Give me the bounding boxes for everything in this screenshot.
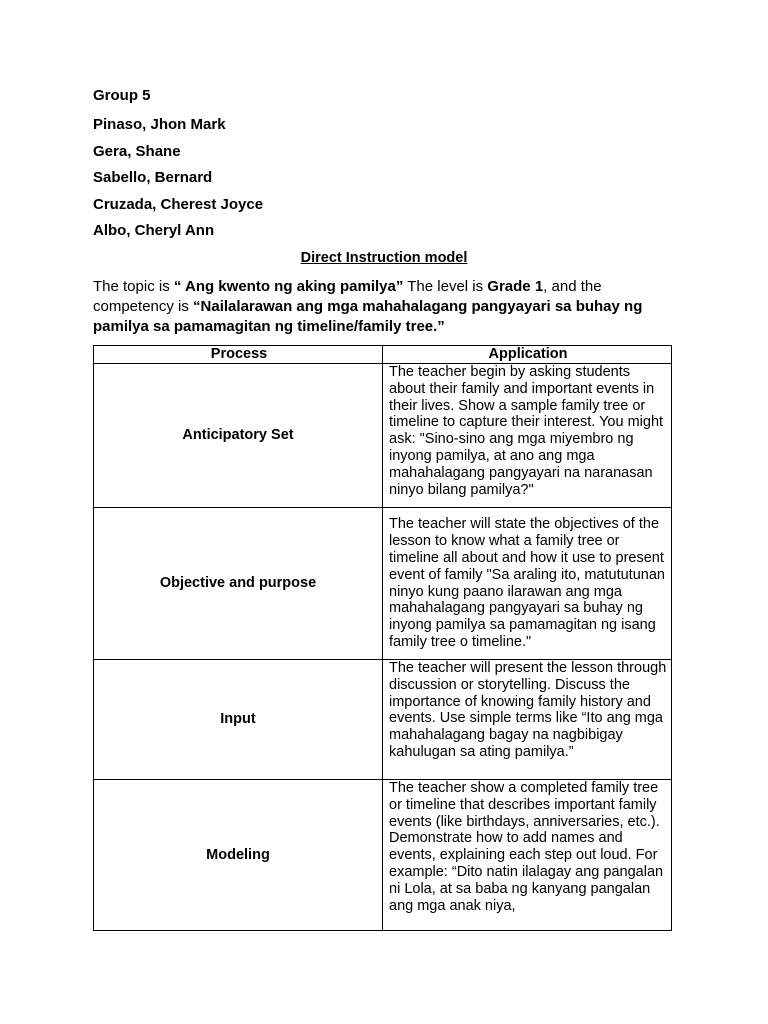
group-label: Group 5 xyxy=(93,87,151,104)
application-cell xyxy=(383,780,672,931)
table-row xyxy=(94,660,672,780)
member-name: Sabello, Bernard xyxy=(93,169,213,186)
intro-text: The level is xyxy=(403,278,488,295)
lesson-table xyxy=(93,345,672,931)
process-cell: Modeling xyxy=(94,780,383,931)
application-text: The teacher show a completed family tree or timeline that describes important family events (like birthdays, anniversaries, etc.). Demonstrate how to add names and events, explaining each step out loud. For example: “Dito natin ilalagay ang pangalan ni Lola, at sa baba ng kanyang pangalan ang mga anak niya, xyxy=(389,780,664,914)
intro-text: , and the competency is xyxy=(93,278,602,315)
application-cell: The teacher will present the lesson through discussion or storytelling. Discuss the importance of knowing family history and events. Use simple terms like “Ito ang mga mahahalagang bagay na nagbibigay kahulugan sa ating pamilya.” xyxy=(383,660,672,780)
column-header-process: Process xyxy=(94,346,383,364)
process-cell: Objective and purpose xyxy=(94,508,383,660)
application-cell: The teacher begin by asking students about their family and important events in their lives. Show a sample family tree or timeline to capture their interest. You might ask: "Sino-sino ang mga miyembro ng inyong pamilya, at ano ang mga mahahalagang pangyayari na naranasan ninyo bilang pamilya?" xyxy=(383,364,672,508)
intro-text: The topic is xyxy=(93,278,174,295)
column-header-application: Application xyxy=(383,346,672,364)
level-text: Grade 1 xyxy=(487,278,544,295)
competency-text: “Nailalarawan ang mga mahahalagang pangyayari sa buhay ng pamilya sa pamamagitan ng timeline/family tree.” xyxy=(93,298,643,335)
table-row xyxy=(94,508,672,660)
process-cell: Anticipatory Set xyxy=(94,364,383,508)
table-row xyxy=(94,364,672,508)
document-title: Direct Instruction model xyxy=(300,250,468,266)
member-name: Pinaso, Jhon Mark xyxy=(93,116,226,133)
process-cell: Input xyxy=(94,660,383,780)
application-cell: The teacher will state the objectives of the lesson to know what a family tree or timeline all about and how it use to present event of family "Sa araling ito, matututunan ninyo kung paano ilarawan ang mga mahahalagang pangyayari sa buhay ng inyong pamilya sa pamamagitan ng isang family tree o timeline." xyxy=(383,508,672,660)
member-name: Gera, Shane xyxy=(93,143,181,160)
table-row xyxy=(94,780,672,931)
intro-paragraph xyxy=(93,277,683,337)
member-name: Albo, Cheryl Ann xyxy=(93,222,215,239)
topic-text: “ Ang kwento ng aking pamilya” xyxy=(173,278,404,295)
table-header-row xyxy=(94,346,672,364)
member-name: Cruzada, Cherest Joyce xyxy=(93,196,264,213)
